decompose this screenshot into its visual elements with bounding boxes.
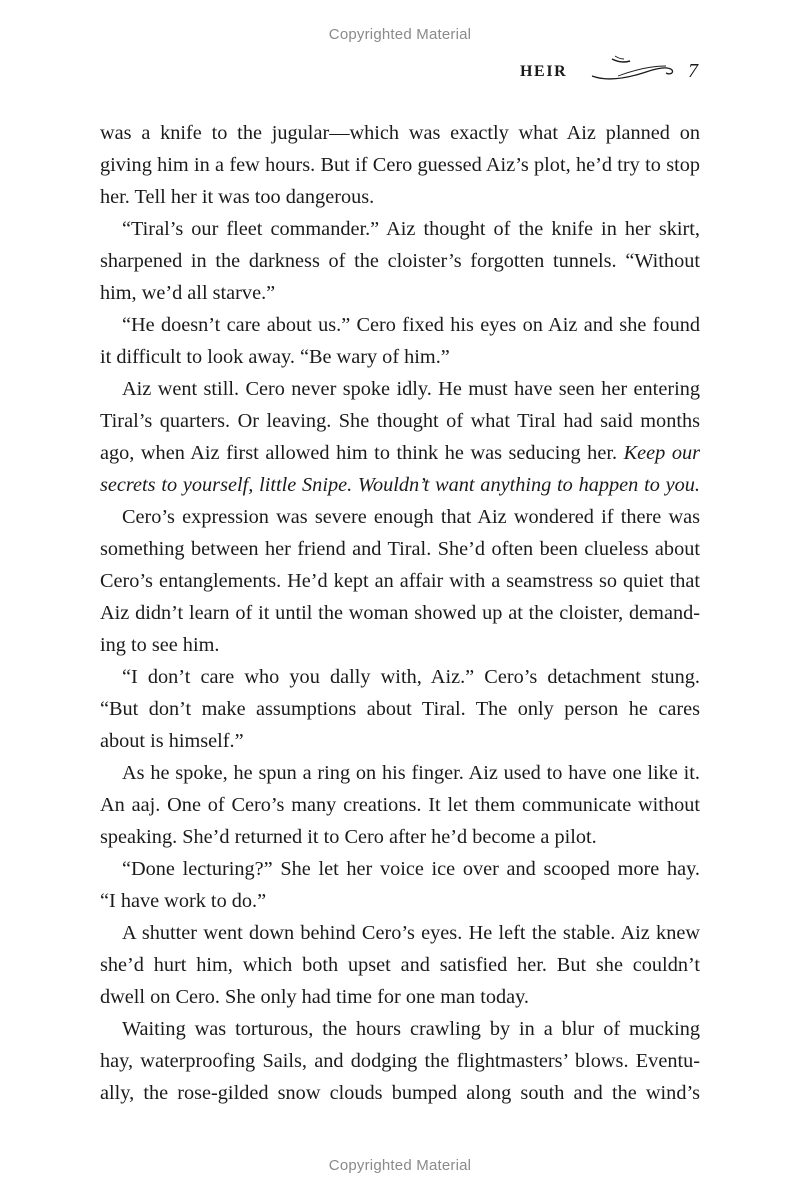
text-line: it difficult to look away. “Be wary of him.” bbox=[100, 346, 450, 368]
text-line: Cero’s entanglements. He’d kept an affair with a seamstress so quiet that bbox=[100, 570, 700, 592]
text-line: “I don’t care who you dally with, Aiz.” Cero’s detachment stung. bbox=[122, 666, 700, 688]
text-line bbox=[100, 469, 700, 501]
swash-flourish-icon bbox=[588, 52, 678, 86]
italic-segment: Keep our bbox=[623, 442, 701, 464]
text-line: speaking. She’d returned it to Cero after he’d become a pilot. bbox=[100, 826, 597, 848]
text-segment: ago, when Aiz first allowed him to think he was seducing her. bbox=[100, 442, 618, 464]
italic-segment: secrets to yourself, little Snipe. Wouldn’t want anything to happen to you. bbox=[100, 474, 700, 496]
text-line: giving him in a few hours. But if Cero guessed Aiz’s plot, he’d try to stop bbox=[100, 154, 700, 176]
text-line: hay, waterproofing Sails, and dodging the flightmasters’ blows. Eventu- bbox=[100, 1050, 700, 1072]
text-line bbox=[100, 437, 700, 469]
text-line: something between her friend and Tiral. She’d often been clueless about bbox=[100, 538, 700, 560]
text-line: ally, the rose-gilded snow clouds bumped along south and the wind’s bbox=[100, 1082, 700, 1104]
text-line: her. Tell her it was too dangerous. bbox=[100, 186, 375, 208]
text-line: “He doesn’t care about us.” Cero fixed his eyes on Aiz and she found bbox=[122, 314, 700, 336]
text-line: ing to see him. bbox=[100, 634, 220, 656]
text-line: Cero’s expression was severe enough that Aiz wondered if there was bbox=[122, 506, 700, 528]
text-line: Aiz didn’t learn of it until the woman showed up at the cloister, demand- bbox=[100, 602, 700, 624]
running-head bbox=[0, 60, 800, 90]
text-line: she’d hurt him, which both upset and satisfied her. But she couldn’t bbox=[100, 954, 700, 976]
text-line: dwell on Cero. She only had time for one man today. bbox=[100, 986, 530, 1008]
watermark-top: Copyrighted Material bbox=[328, 26, 472, 43]
page-number: 7 bbox=[688, 60, 698, 82]
book-title: HEIR bbox=[520, 63, 568, 80]
text-line: was a knife to the jugular—which was exactly what Aiz planned on bbox=[100, 122, 700, 144]
text-line: “Tiral’s our fleet commander.” Aiz thought of the knife in her skirt, bbox=[122, 218, 700, 240]
text-line: An aaj. One of Cero’s many creations. It let them communicate without bbox=[100, 794, 700, 816]
text-line: Waiting was torturous, the hours crawling by in a blur of mucking bbox=[122, 1018, 700, 1040]
text-line: As he spoke, he spun a ring on his finger. Aiz used to have one like it. bbox=[122, 762, 700, 784]
text-line: “I have work to do.” bbox=[100, 890, 267, 912]
text-line: sharpened in the darkness of the cloister’s forgotten tunnels. “Without bbox=[100, 250, 700, 272]
body-text bbox=[100, 117, 700, 1109]
text-line: him, we’d all starve.” bbox=[100, 282, 276, 304]
watermark-bottom: Copyrighted Material bbox=[328, 1157, 472, 1174]
text-line: Aiz went still. Cero never spoke idly. He must have seen her entering bbox=[122, 378, 700, 400]
text-line: “Done lecturing?” She let her voice ice over and scooped more hay. bbox=[122, 858, 700, 880]
text-line: A shutter went down behind Cero’s eyes. He left the stable. Aiz knew bbox=[122, 922, 700, 944]
text-line: “But don’t make assumptions about Tiral. The only person he cares bbox=[100, 698, 700, 720]
text-line: Tiral’s quarters. Or leaving. She thought of what Tiral had said months bbox=[100, 410, 700, 432]
text-line: about is himself.” bbox=[100, 730, 244, 752]
